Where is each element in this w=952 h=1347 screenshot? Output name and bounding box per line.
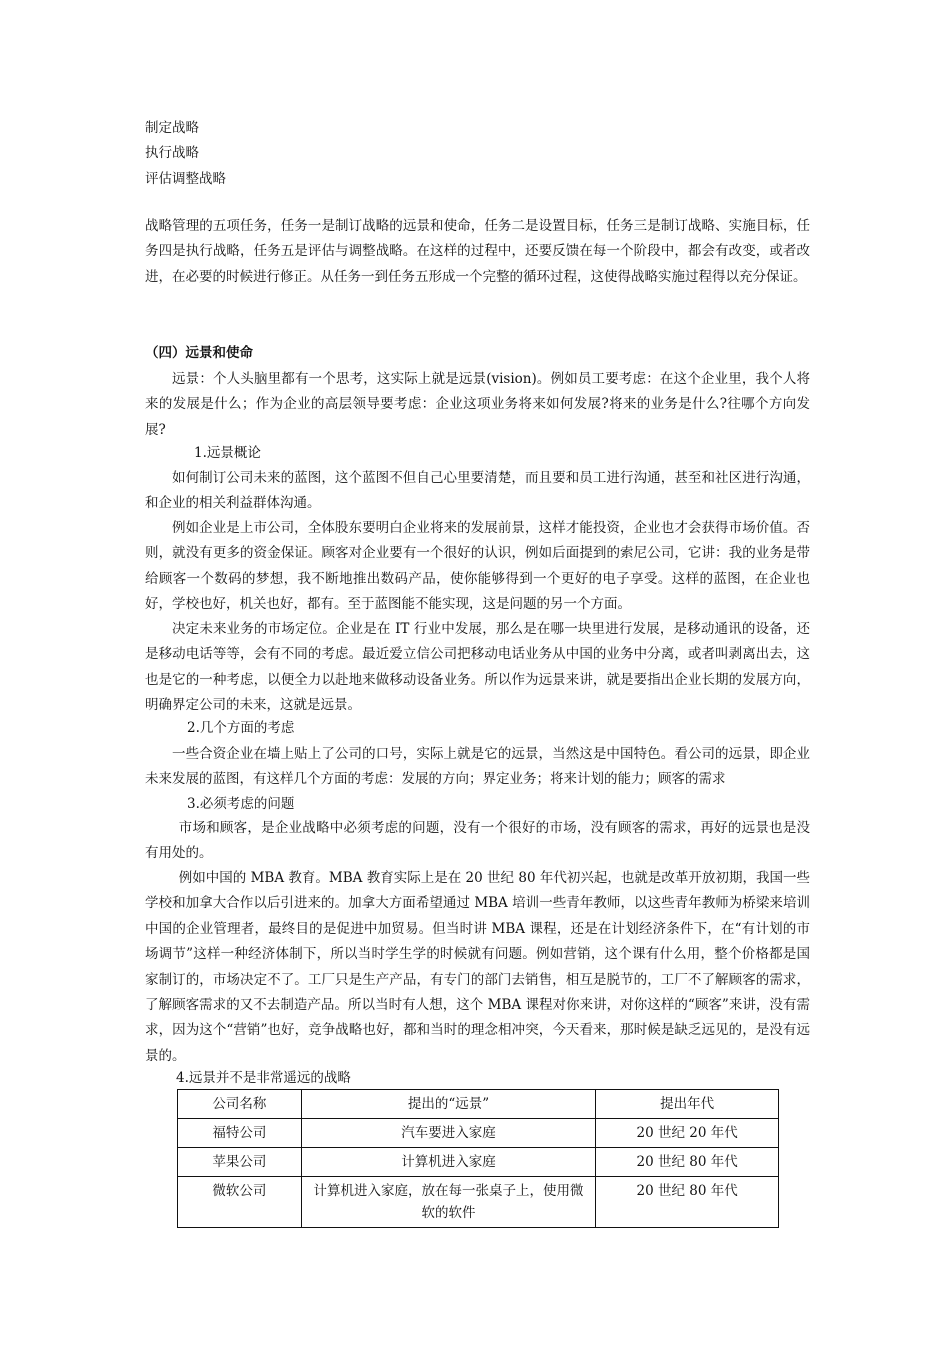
- subheading-4: 4.远景并不是非常遥远的战略: [176, 1070, 351, 1086]
- table-cell: 福特公司: [178, 1119, 302, 1148]
- subheading-3: 3.必须考虑的问题: [187, 796, 295, 812]
- paragraph-2: 例如企业是上市公司，全体股东要明白企业将来的发展前景，这样才能投资，企业也才会获得市场价值。否则，就没有更多的资金保证。顾客对企业要有一个很好的认识，例如后面提到的索尼公司，它讲：我的业务是带给顾客一个数码的梦想，我不断地推出数码产品，使你能够得到一个更好的电子享受。这样的蓝图，在企业也好，学校也好，机关也好，都有。至于蓝图能不能实现，这是问题的另一个方面。: [145, 520, 810, 613]
- paragraph-6: 例如中国的 MBA 教育。MBA 教育实际上是在 20 世纪 80 年代初兴起，也就是改革开放初期，我国一些学校和加拿大合作以后引进来的。加拿大方面希望通过 MBA 培训一些青年教师，以这些青年教师为桥梁来培训中国的企业管理者，最终目的是促进中加贸易。但当时讲 MBA 课程，还是在计划经济条件下，在“有计划的市场调节”这样一种经济体制下，所以当时学生学的时候就有问题。例如营销，这个课有什么用，整个价格都是国家制订的，市场决定不了。工厂只是生产产品，有专门的部门去销售，相互是脱节的，工厂不了解顾客的需求，了解顾客需求的又不去制造产品。所以当时有人想，这个 MBA 课程对你来讲，对你这样的“顾客”来讲，没有需求，因为这个“营销”也好，竞争战略也好，都和当时的理念相冲突，今天看来，那时候是缺乏远见的，是没有远景的。: [145, 870, 810, 1064]
- table-row: [178, 1119, 779, 1148]
- step-item: 制定战略: [145, 120, 199, 136]
- paragraph-5: 市场和顾客，是企业战略中必须考虑的问题，没有一个很好的市场，没有顾客的需求，再好的远景也是没有用处的。: [145, 820, 810, 862]
- vision-table: [177, 1089, 779, 1228]
- table-cell: 微软公司: [178, 1177, 302, 1228]
- table-cell: 计算机进入家庭，放在每一张桌子上，使用微软的软件: [301, 1177, 596, 1228]
- table-cell: 20 世纪 80 年代: [596, 1177, 779, 1228]
- paragraph-1: 如何制订公司未来的蓝图，这个蓝图不但自己心里要清楚，而且要和员工进行沟通，甚至和社区进行沟通，和企业的相关利益群体沟通。: [145, 470, 810, 512]
- table-cell: 汽车要进入家庭: [301, 1119, 596, 1148]
- intro-paragraph: 远景：个人头脑里都有一个思考，这实际上就是远景(vision)。例如员工要考虑：在这个企业里，我个人将来的发展是什么；作为企业的高层领导要考虑：企业这项业务将来如何发展?将来的业务是什么?往哪个方向发展?: [145, 371, 810, 438]
- paragraph-3: 决定未来业务的市场定位。企业是在 IT 行业中发展，那么是在哪一块里进行发展，是移动通讯的设备，还是移动电话等等，会有不同的考虑。最近爱立信公司把移动电话业务从中国的业务中分离，或者叫剥离出去，这也是它的一种考虑，以便全力以赴地来做移动设备业务。所以作为远景来讲，就是要指出企业长期的发展方向，明确界定公司的未来，这就是远景。: [145, 621, 810, 714]
- table-row: [178, 1177, 779, 1228]
- table-cell: 苹果公司: [178, 1148, 302, 1177]
- subheading-1: 1.远景概论: [194, 445, 261, 461]
- table-cell: 20 世纪 80 年代: [596, 1148, 779, 1177]
- subheading-2: 2.几个方面的考虑: [187, 720, 295, 736]
- table-header-row: [178, 1090, 779, 1119]
- table-row: [178, 1148, 779, 1177]
- paragraph-4: 一些合资企业在墙上贴上了公司的口号，实际上就是它的远景，当然这是中国特色。看公司的远景，即企业未来发展的蓝图，有这样几个方面的考虑：发展的方向；界定业务；将来计划的能力；顾客的需求: [145, 746, 810, 788]
- table-header-cell: 提出的“远景”: [301, 1090, 596, 1119]
- section-heading: （四）远景和使命: [145, 345, 253, 361]
- step-item: 评估调整战略: [145, 171, 226, 187]
- summary-paragraph: 战略管理的五项任务，任务一是制订战略的远景和使命，任务二是设置目标，任务三是制订战略、实施目标，任务四是执行战略，任务五是评估与调整战略。在这样的过程中，还要反馈在每一个阶段中，都会有改变，或者改进，在必要的时候进行修正。从任务一到任务五形成一个完整的循环过程，这使得战略实施过程得以充分保证。: [145, 218, 810, 285]
- table-cell: 计算机进入家庭: [301, 1148, 596, 1177]
- table-cell: 20 世纪 20 年代: [596, 1119, 779, 1148]
- table-header-cell: 提出年代: [596, 1090, 779, 1119]
- table-header-cell: 公司名称: [178, 1090, 302, 1119]
- step-item: 执行战略: [145, 145, 199, 161]
